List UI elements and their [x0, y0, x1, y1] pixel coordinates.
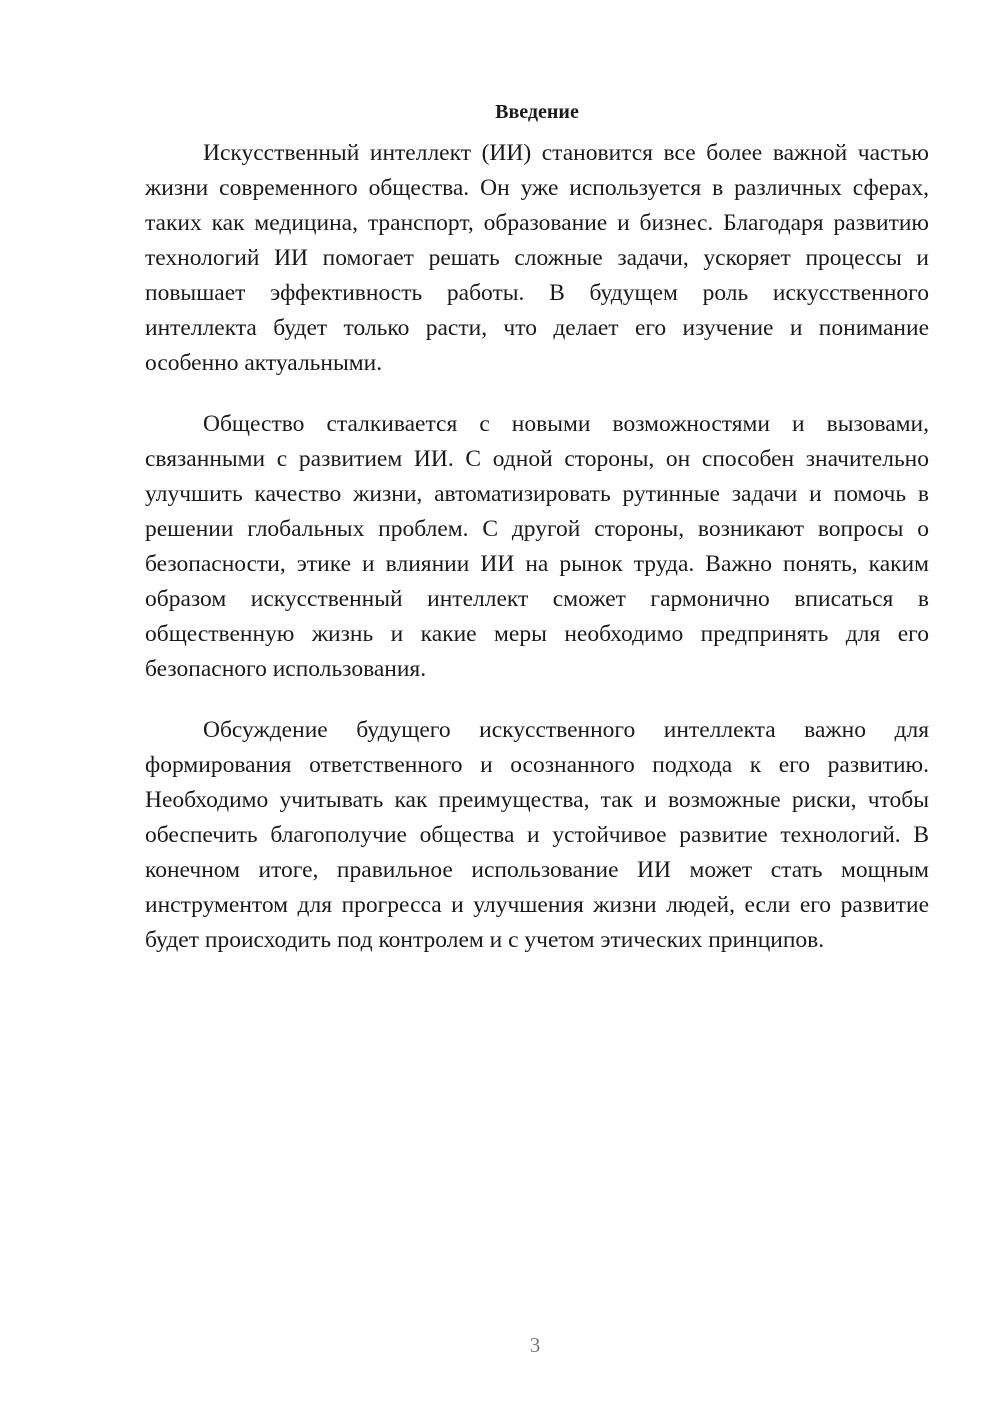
page-number: 3 — [529, 1333, 541, 1357]
paragraph-2: Общество сталкивается с новыми возможностями и вызовами, связанными с развитием ИИ. С одной стороны, он способен значительно улучшить качество жизни, автоматизировать рутинные задачи и помочь в решении глобальных проблем. С другой стороны, возникают вопросы о безопасности, этике и влиянии ИИ на рынок труда. Важно понять, каким образом искусственный интеллект сможет гармонично вписаться в общественную жизнь и какие меры необходимо предпринять для его безопасного использования. — [145, 411, 929, 682]
paragraph-1: Искусственный интеллект (ИИ) становится все более важной частью жизни современного общества. Он уже используется в различных сферах, таких как медицина, транспорт, образование и бизнес. Благодаря развитию технологий ИИ помогает решать сложные задачи, ускоряет процессы и повышает эффективность работы. В будущем роль искусственного интеллекта будет только расти, что делает его изучение и понимание особенно актуальными. — [145, 140, 929, 376]
paragraph-3: Обсуждение будущего искусственного интеллекта важно для формирования ответственного и осознанного подхода к его развитию. Необходимо учитывать как преимущества, так и возможные риски, чтобы обеспечить благополучие общества и устойчивое развитие технологий. В конечном итоге, правильное использование ИИ может стать мощным инструментом для прогресса и улучшения жизни людей, если его развитие будет происходить под контролем и с учетом этических принципов. — [145, 717, 929, 953]
section-heading: Введение — [495, 101, 579, 123]
page-content — [145, 98, 929, 984]
